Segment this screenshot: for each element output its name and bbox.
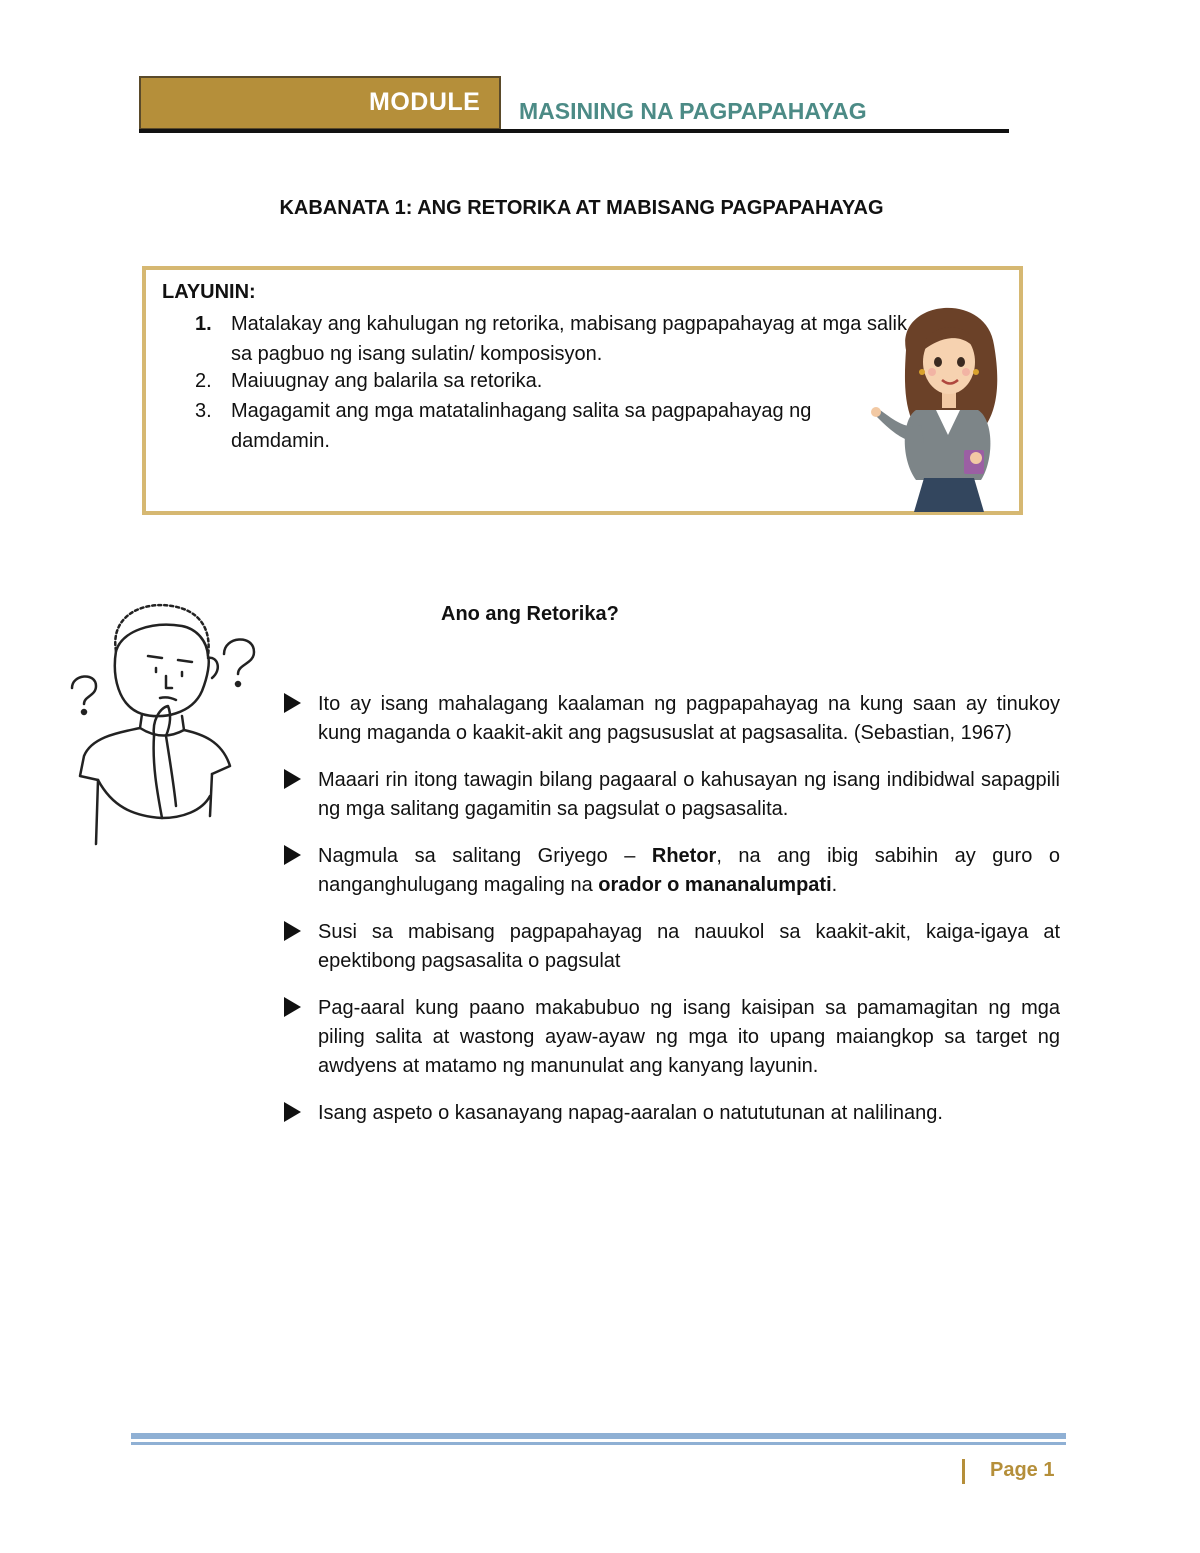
bullet-text: , na ang ibig sabihin ay guro o nanganghulugang magaling na	[318, 845, 1060, 896]
page-number: Page 1	[990, 1459, 1055, 1481]
module-banner	[139, 76, 501, 130]
thinking-boy-illustration	[62, 596, 262, 846]
objective-text: Maiuugnay ang balarila sa retorika.	[231, 370, 543, 392]
header-divider	[139, 129, 1009, 133]
objective-number: 3.	[195, 400, 212, 422]
bullet-item	[282, 842, 1060, 900]
objectives-heading: LAYUNIN:	[162, 281, 256, 303]
bullet-text: Isang aspeto o kasanayang napag-aaralan o natututunan at nalilinang.	[318, 1102, 943, 1124]
page-separator	[962, 1459, 965, 1484]
triangle-bullet-icon	[284, 769, 301, 789]
bullet-text: Susi sa mabisang pagpapahayag na nauukol sa kaakit-akit, kaiga-igaya at epektibong pagsasalita o pagsulat	[318, 921, 1060, 972]
bullet-list	[282, 690, 1060, 1146]
objective-text: Magagamit ang mga matatalinhagang salita sa pagpapahayag ng damdamin.	[231, 400, 812, 452]
subject-title: MASINING NA PAGPAPAHAYAG	[519, 98, 867, 124]
bullet-text: Nagmula sa salitang Griyego –	[318, 845, 652, 867]
bold-term: orador o mananalumpati	[598, 874, 832, 896]
bullet-item	[282, 1099, 1060, 1128]
chapter-title: KABANATA 1: ANG RETORIKA AT MABISANG PAGPAPAHAYAG	[279, 197, 884, 219]
bullet-text: Pag-aaral kung paano makabubuo ng isang kaisipan sa pamamagitan ng mga piling salita at wastong ayaw-ayaw ng mga ito upang maiangkop sa target ng awdyens at matamo ng manunulat ang kanyang layunin.	[318, 997, 1060, 1077]
bullet-item	[282, 766, 1060, 824]
bold-term: Rhetor	[651, 845, 717, 867]
footer-divider	[131, 1433, 1066, 1439]
objective-number: 2.	[195, 370, 212, 392]
bullet-text: Maaari rin itong tawagin bilang pagaaral o kahusayan ng isang indibidwal sapagpili ng mga salitang gagamitin sa pagsulat o pagsasalita.	[318, 769, 1060, 820]
teacher-illustration	[866, 290, 1026, 512]
triangle-bullet-icon	[284, 997, 301, 1017]
section-title: Ano ang Retorika?	[441, 603, 619, 625]
triangle-bullet-icon	[284, 693, 301, 713]
module-label: MODULE	[369, 88, 481, 116]
bullet-item	[282, 690, 1060, 748]
triangle-bullet-icon	[284, 845, 301, 865]
bullet-text: .	[831, 874, 838, 896]
footer-divider-thin	[131, 1442, 1066, 1445]
bullet-text: Ito ay isang mahalagang kaalaman ng pagpapahayag na kung saan ay tinukoy kung maganda o kaakit-akit ang pagsususlat at pagsasalita. (Sebastian, 1967)	[318, 693, 1060, 744]
objective-number: 1.	[195, 313, 212, 335]
bullet-item	[282, 918, 1060, 976]
triangle-bullet-icon	[284, 921, 301, 941]
objective-text: Matalakay ang kahulugan ng retorika, mabisang pagpapahayag at mga salik sa pagbuo ng isang sulatin/ komposisyon.	[231, 313, 907, 365]
bullet-item	[282, 994, 1060, 1081]
triangle-bullet-icon	[284, 1102, 301, 1122]
